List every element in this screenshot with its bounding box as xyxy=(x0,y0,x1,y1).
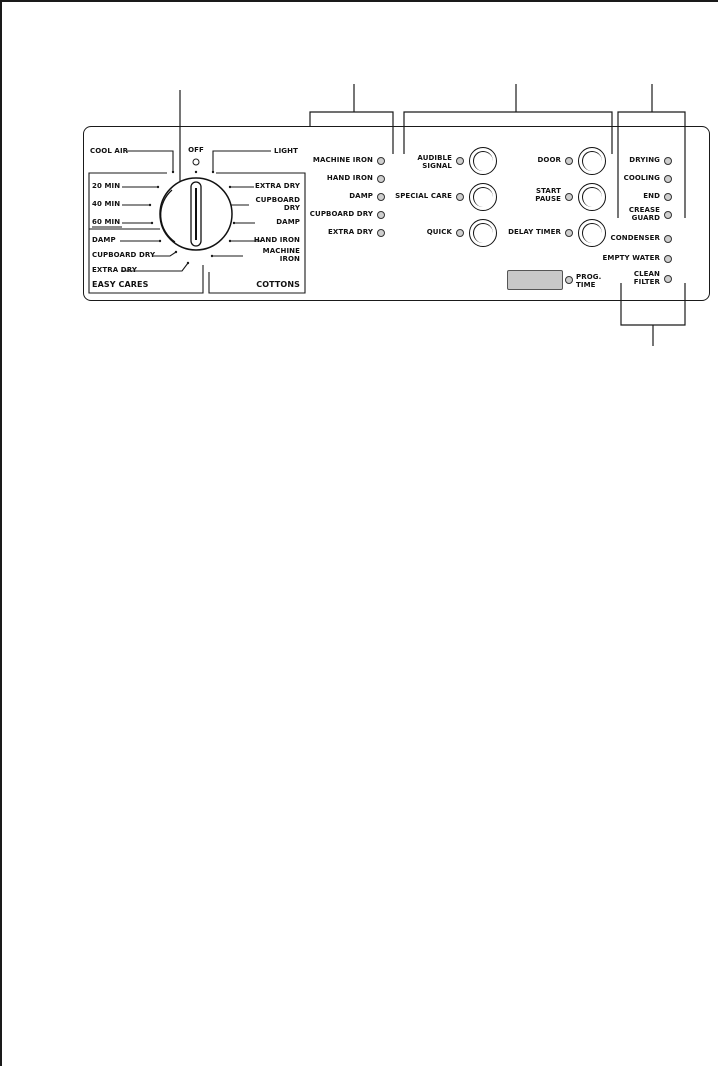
status-label: END xyxy=(643,192,660,200)
special-care-led xyxy=(456,193,464,201)
dryness-led xyxy=(377,193,385,201)
audible-signal-button[interactable] xyxy=(469,147,497,175)
easy-cares-option: 20 MIN xyxy=(92,182,121,190)
dryness-led xyxy=(377,157,385,165)
prog-time-label: PROG. TIME xyxy=(576,273,602,289)
prog-time-led xyxy=(565,276,573,284)
dryness-label: CUPBOARD DRY xyxy=(309,210,373,218)
dryness-led xyxy=(377,211,385,219)
cottons-option: DAMP xyxy=(276,218,300,226)
status-led xyxy=(664,211,672,219)
cottons-option: MACHINE IRON xyxy=(262,247,300,263)
status-label: CONDENSER xyxy=(610,234,660,242)
door-label: DOOR xyxy=(537,156,561,164)
audible-signal-label: AUDIBLE SIGNAL xyxy=(417,154,452,170)
dryness-led xyxy=(377,175,385,183)
delay-timer-button[interactable] xyxy=(578,219,606,247)
status-label: CLEAN FILTER xyxy=(633,270,660,286)
start-pause-button[interactable] xyxy=(578,183,606,211)
status-led xyxy=(664,235,672,243)
audible-signal-led xyxy=(456,157,464,165)
door-button[interactable] xyxy=(578,147,606,175)
status-led xyxy=(664,157,672,165)
status-label: EMPTY WATER xyxy=(602,254,660,262)
delay-timer-label: DELAY TIMER xyxy=(508,228,561,236)
status-led xyxy=(664,275,672,283)
dryness-label: HAND IRON xyxy=(326,174,373,182)
off-label: OFF xyxy=(188,146,204,154)
cool-air-label: COOL AIR xyxy=(90,147,129,155)
status-label: COOLING xyxy=(623,174,660,182)
door-led xyxy=(565,157,573,165)
dryness-label: DAMP xyxy=(349,192,373,200)
cottons-option: EXTRA DRY xyxy=(255,182,300,190)
status-led xyxy=(664,255,672,263)
quick-led xyxy=(456,229,464,237)
dryness-label: EXTRA DRY xyxy=(328,228,373,236)
status-led xyxy=(664,175,672,183)
status-label: DRYING xyxy=(629,156,660,164)
quick-button[interactable] xyxy=(469,219,497,247)
light-label: LIGHT xyxy=(274,147,298,155)
easy-cares-title: EASY CARES xyxy=(92,280,149,289)
status-label: CREASE GUARD xyxy=(628,206,660,222)
cottons-title: COTTONS xyxy=(256,280,300,289)
easy-cares-option: EXTRA DRY xyxy=(92,266,137,274)
easy-cares-option: 40 MIN xyxy=(92,200,121,208)
dryness-label: MACHINE IRON xyxy=(312,156,373,164)
easy-cares-option: 60 MIN xyxy=(92,218,121,226)
prog-time-display xyxy=(507,270,563,290)
status-led xyxy=(664,193,672,201)
special-care-label: SPECIAL CARE xyxy=(395,192,452,200)
start-pause-label: START PAUSE xyxy=(535,187,561,203)
start-pause-led xyxy=(565,193,573,201)
special-care-button[interactable] xyxy=(469,183,497,211)
cottons-option: HAND IRON xyxy=(253,236,300,244)
easy-cares-option: DAMP xyxy=(92,236,116,244)
easy-cares-option: CUPBOARD DRY xyxy=(92,251,156,259)
cottons-option: CUPBOARD DRY xyxy=(255,196,300,212)
dryness-led xyxy=(377,229,385,237)
quick-label: QUICK xyxy=(426,228,452,236)
delay-timer-led xyxy=(565,229,573,237)
